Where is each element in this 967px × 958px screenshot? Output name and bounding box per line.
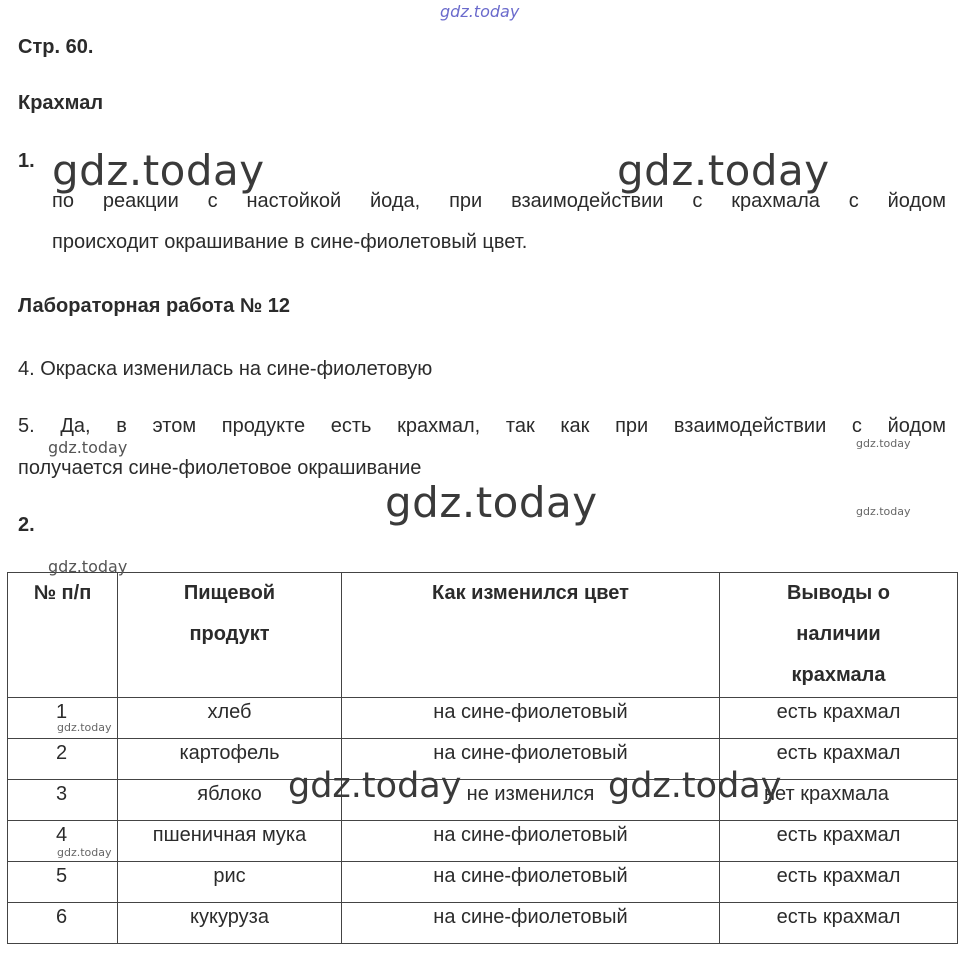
table-row [8, 698, 958, 739]
cell-product: пшеничная мука [118, 821, 342, 862]
cell-product: картофель [118, 739, 342, 780]
question-2-number: 2. [18, 514, 35, 536]
cell-number: 4 [8, 821, 118, 862]
page-reference: Стр. 60. [18, 36, 94, 58]
header-conclusion [720, 573, 958, 698]
watermark: gdz.today [856, 505, 911, 518]
table-row [8, 739, 958, 780]
cell-color-change: на сине-фиолетовый [342, 862, 720, 903]
question-1-number: 1. [18, 150, 35, 172]
watermark: gdz.today [52, 146, 265, 195]
header-product-text: Пищевой продукт [183, 582, 276, 645]
cell-product: яблоко [118, 780, 342, 821]
cell-color-change: на сине-фиолетовый [342, 698, 720, 739]
watermark: gdz.today [288, 766, 462, 806]
cell-conclusion: есть крахмал [720, 903, 958, 944]
cell-number: 1 [8, 698, 118, 739]
cell-color-change: на сине-фиолетовый [342, 821, 720, 862]
cell-number: 2 [8, 739, 118, 780]
cell-color-change: не изменился [342, 780, 720, 821]
watermark: gdz.today [48, 438, 128, 457]
watermark: gdz.today [48, 557, 128, 576]
cell-product: рис [118, 862, 342, 903]
answer-5-line-2: получается сине-фиолетовое окрашивание [18, 457, 422, 479]
table-row [8, 780, 958, 821]
watermark: gdz.today [57, 721, 112, 734]
table-header-row [8, 573, 958, 698]
cell-color-change: на сине-фиолетовый [342, 903, 720, 944]
cell-conclusion: есть крахмал [720, 739, 958, 780]
question-1-answer-line-2: происходит окрашивание в сине-фиолетовый цвет. [52, 231, 528, 253]
table-row [8, 862, 958, 903]
cell-conclusion: есть крахмал [720, 821, 958, 862]
watermark: gdz.today [608, 766, 782, 806]
cell-product: кукуруза [118, 903, 342, 944]
cell-number: 3 [8, 780, 118, 821]
header-number: № п/п [8, 573, 118, 698]
watermark: gdz.today [856, 437, 911, 450]
header-color-change: Как изменился цвет [342, 573, 720, 698]
cell-color-change: на сине-фиолетовый [342, 739, 720, 780]
watermark-top: gdz.today [440, 2, 520, 21]
cell-conclusion: есть крахмал [720, 862, 958, 903]
header-product [118, 573, 342, 698]
header-conclusion-text: Выводы о наличии крахмала [786, 582, 891, 686]
section-title: Крахмал [18, 92, 104, 114]
cell-product: хлеб [118, 698, 342, 739]
table-row [8, 821, 958, 862]
question-1-answer-line-1: по реакции с настойкой йода, при взаимодействии с крахмала с йодом [52, 190, 946, 212]
cell-conclusion: есть крахмал [720, 698, 958, 739]
cell-number: 6 [8, 903, 118, 944]
watermark: gdz.today [57, 846, 112, 859]
watermark: gdz.today [617, 146, 830, 195]
cell-number: 5 [8, 862, 118, 903]
lab-work-title: Лабораторная работа № 12 [18, 295, 290, 317]
watermark: gdz.today [385, 478, 598, 527]
answer-5-line-1: 5. Да, в этом продукте есть крахмал, так как при взаимодействии с йодом [18, 415, 946, 437]
cell-conclusion: нет крахмала [720, 780, 958, 821]
answer-4: 4. Окраска изменилась на сине-фиолетовую [18, 358, 433, 380]
table-row [8, 903, 958, 944]
starch-results-table [7, 572, 958, 944]
